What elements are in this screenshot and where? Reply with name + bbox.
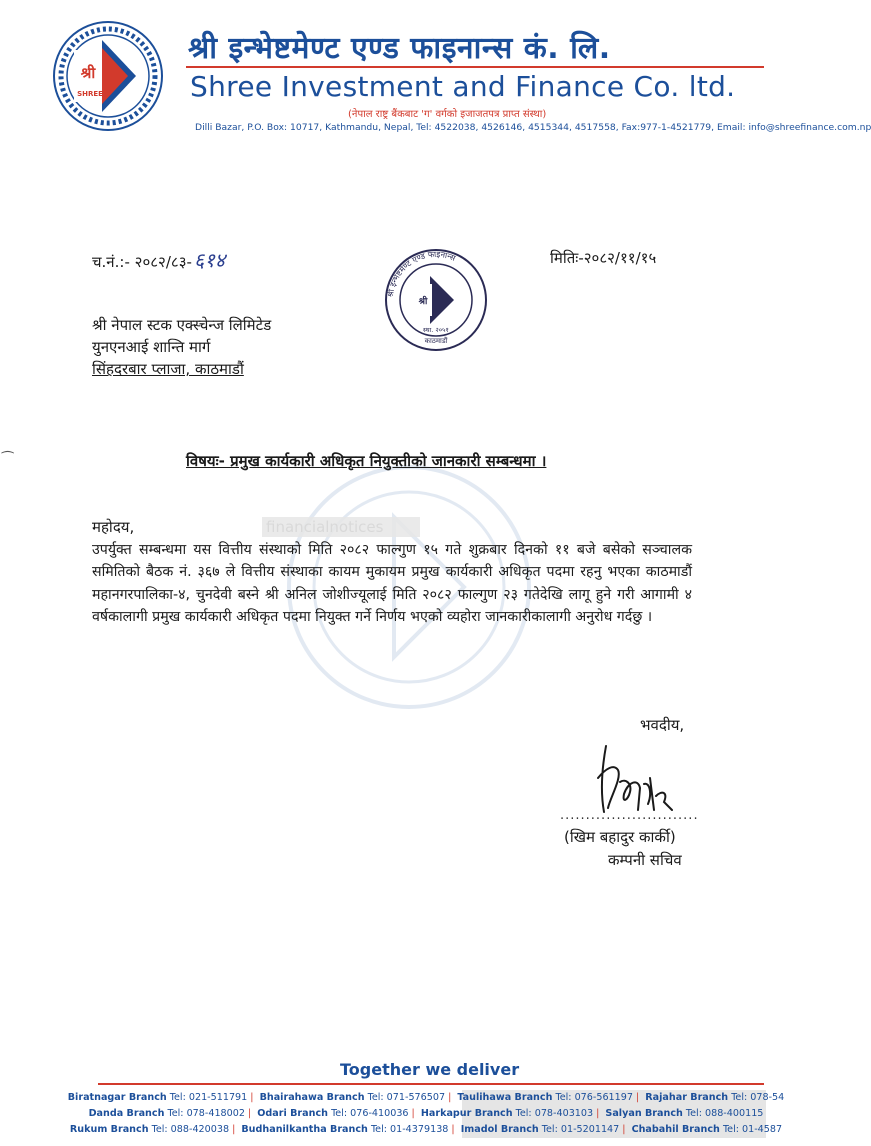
branch-name: Salyan Branch bbox=[605, 1108, 683, 1119]
watermark-text: financialnotices bbox=[266, 518, 384, 536]
branch-tel: Tel: 088-420038 bbox=[151, 1124, 230, 1135]
letter-body: उपर्युक्त सम्बन्धमा यस वित्तीय संस्थाको मिति २०८२ फाल्गुण १५ गते शुक्रबार दिनको ११ बजे बसेको सञ्चालक समितिको बैठक नं. ३६७ ले वित्तीय संस्थाका कायम मुकायम प्रमुख कार्यकारी अधिकृत पदमा रहनु भएका काठमाडौं महानगरपालिका-४, चुनदेवी बस्ने श्री अनिल जोशीज्यूलाई मिति २०८२ फाल्गुण २३ गतेदेखि लागू हुने गरी आगामी ४ वर्षकालागी प्रमुख कार्यकारी अधिकृत पदमा नियुक्त गर्ने निर्णय भएको व्यहोरा जानकारीकालागी अनुरोध गर्दछु । bbox=[92, 542, 692, 626]
company-address: Dilli Bazar, P.O. Box: 10717, Kathmandu, Nepal, Tel: 4522038, 4526146, 4515344, 4517558, Fax:977-1-4521779, Email: info@shreefinance.com.np bbox=[195, 122, 871, 133]
reference-value: २०८२/८३- bbox=[134, 253, 192, 271]
reference-label: च.नं.:- bbox=[92, 253, 130, 271]
addressee-block bbox=[92, 314, 271, 380]
branch-tel: Tel: 076-561197 bbox=[555, 1092, 633, 1103]
branch-tel: Tel: 078-418002 bbox=[167, 1108, 245, 1119]
letter-date bbox=[550, 248, 656, 268]
addressee-line: सिंहदरबार प्लाजा, काठमाडौं bbox=[92, 360, 244, 378]
stamp-city-text: काठमाडौं bbox=[424, 337, 448, 345]
branch-name: Budhanilkantha Branch bbox=[241, 1124, 368, 1135]
branch-name: Rajahar Branch bbox=[645, 1092, 729, 1103]
closing-regards: भवदीय, bbox=[640, 716, 685, 734]
company-name-nepali: श्री इन्भेष्टमेण्ट एण्ड फाइनान्स कं. लि. bbox=[188, 31, 611, 66]
salutation: महोदय, bbox=[92, 518, 135, 536]
company-logo bbox=[52, 20, 164, 132]
signatory-role: कम्पनी सचिव bbox=[608, 851, 682, 869]
branch-name: Taulihawa Branch bbox=[457, 1092, 553, 1103]
regulator-note: (नेपाल राष्ट्र बैंकबाट 'ग' वर्गको इजाजतपत्र प्राप्त संस्था) bbox=[348, 109, 547, 120]
company-name-english: Shree Investment and Finance Co. ltd. bbox=[190, 70, 736, 103]
date-value: २०८२/११/१५ bbox=[583, 249, 657, 267]
addressee-line: युनएनआई शान्ति मार्ग bbox=[92, 338, 211, 356]
branch-tel: Tel: 076-410036 bbox=[331, 1108, 409, 1119]
addressee-line: श्री नेपाल स्टक एक्स्चेन्ज लिमिटेड bbox=[92, 316, 272, 334]
logo-sub-text: SHREE bbox=[77, 90, 103, 98]
branch-name: Odari Branch bbox=[257, 1108, 328, 1119]
footer-branches-row: Danda Branch Tel: 078-418002 | Odari Branch Tel: 076-410036 | Harkapur Branch Tel: 078-403103 | Salyan Branch Tel: 088-400115 bbox=[88, 1108, 764, 1119]
margin-mark: ⁀ bbox=[2, 452, 14, 468]
stamp-ring-text: श्री इन्भेष्टमेण्ट एण्ड फाइनान्स bbox=[385, 249, 457, 298]
branch-name: Biratnagar Branch bbox=[67, 1092, 167, 1103]
branch-tel: Tel: 01-5201147 bbox=[541, 1124, 620, 1135]
signatory-name: (खिम बहादुर कार्की) bbox=[564, 828, 676, 846]
branch-tel: Tel: 078-54 bbox=[731, 1092, 785, 1103]
signature-line: ........................... bbox=[560, 808, 699, 823]
branch-name: Chabahil Branch bbox=[631, 1124, 720, 1135]
branch-name: Danda Branch bbox=[88, 1108, 165, 1119]
branch-name: Rukum Branch bbox=[69, 1124, 149, 1135]
reference-number bbox=[92, 246, 225, 273]
stamp-year-text: स्था. २०५१ bbox=[423, 326, 449, 334]
branch-tel: Tel: 01-4379138 bbox=[370, 1124, 449, 1135]
letter-subject: विषयः- प्रमुख कार्यकारी अधिकृत नियुक्तीको जानकारी सम्बन्धमा । bbox=[186, 452, 547, 470]
footer-tagline: Together we deliver bbox=[340, 1060, 520, 1079]
company-stamp bbox=[382, 246, 490, 354]
stamp-center-text: श्री bbox=[418, 297, 428, 307]
branch-tel: Tel: 078-403103 bbox=[515, 1108, 594, 1119]
branch-name: Harkapur Branch bbox=[420, 1108, 513, 1119]
branch-name: Bhairahawa Branch bbox=[259, 1092, 365, 1103]
logo-text: श्री bbox=[80, 64, 96, 82]
footer-branches-row: Rukum Branch Tel: 088-420038 | Budhanilkantha Branch Tel: 01-4379138 | Imadol Branch Tel: 01-5201147 | Chabahil Branch Tel: 01-4587 bbox=[69, 1124, 783, 1135]
branch-name: Imadol Branch bbox=[460, 1124, 539, 1135]
reference-handwritten: ६१४ bbox=[193, 248, 226, 272]
branch-tel: Tel: 071-576507 bbox=[367, 1092, 446, 1103]
branch-tel: Tel: 021-511791 bbox=[169, 1092, 248, 1103]
letterhead-divider bbox=[186, 66, 764, 68]
footer-branches-row: Biratnagar Branch Tel: 021-511791 | Bhairahawa Branch Tel: 071-576507 | Taulihawa Branch Tel: 076-561197 | Rajahar Branch Tel: 078-54 bbox=[67, 1092, 785, 1103]
branch-tel: Tel: 01-4587 bbox=[722, 1124, 783, 1135]
date-label: मितिः- bbox=[550, 249, 584, 267]
branch-tel: Tel: 088-400115 bbox=[685, 1108, 764, 1119]
footer-divider bbox=[98, 1083, 764, 1085]
